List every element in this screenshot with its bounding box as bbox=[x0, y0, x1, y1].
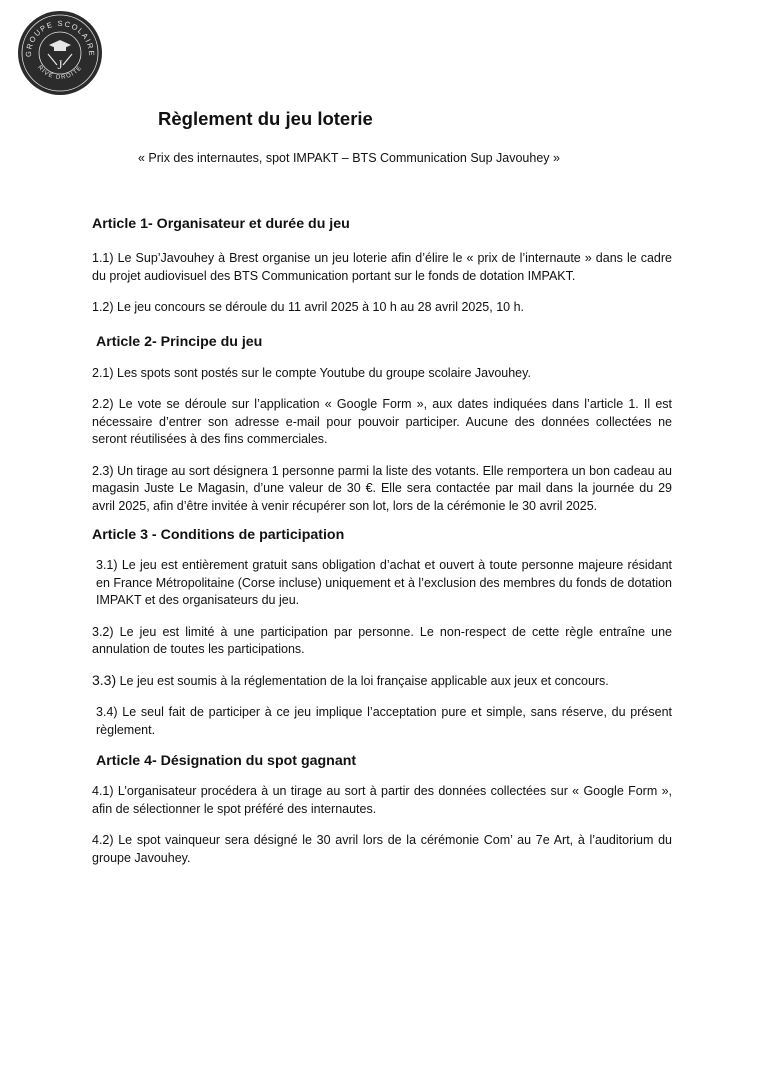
paragraph-3-3 bbox=[92, 672, 672, 691]
paragraph-2-1: 2.1) Les spots sont postés sur le compte Youtube du groupe scolaire Javouhey. bbox=[92, 365, 531, 380]
document-body bbox=[92, 216, 672, 867]
logo-letter: J bbox=[57, 57, 63, 72]
article-4-heading: Article 4- Désignation du spot gagnant bbox=[96, 753, 357, 769]
paragraph-2-2: 2.2) Le vote se déroule sur l’application « Google Form », aux dates indiquées dans l’article 1. Il est nécessaire d’entrer son adresse e-mail pour pouvoir participer. Aucune des données collectées ne seront réutilisées à des fins commerciales. bbox=[92, 397, 672, 446]
article-1-heading: Article 1- Organisateur et durée du jeu bbox=[92, 216, 350, 232]
paragraph-3-4: 3.4) Le seul fait de participer à ce jeu implique l’acceptation pure et simple, sans réserve, du présent règlement. bbox=[96, 705, 672, 737]
paragraph-1-2: 1.2) Le jeu concours se déroule du 11 avril 2025 à 10 h au 28 avril 2025, 10 h. bbox=[92, 300, 525, 314]
document-subtitle: « Prix des internautes, spot IMPAKT – BTS Communication Sup Javouhey » bbox=[138, 151, 560, 165]
paragraph-3-3-text: Le jeu est soumis à la réglementation de la loi française applicable aux jeux et concours. bbox=[119, 673, 609, 688]
paragraph-3-3-number: 3.3) bbox=[92, 671, 117, 688]
paragraph-1-1: 1.1) Le Sup’Javouhey à Brest organise un jeu loterie afin d’élire le « prix de l’internaute » dans le cadre du projet audiovisuel des BTS Communication portant sur le fonds de dotation IMPAKT. bbox=[92, 251, 672, 283]
document-title: Règlement du jeu loterie bbox=[158, 108, 373, 129]
paragraph-2-3: 2.3) Un tirage au sort désignera 1 personne parmi la liste des votants. Elle remportera un bon cadeau au magasin Juste Le Magasin, d’une valeur de 30 €. Elle sera contactée par mail dans la journée du 29 avril 2025, afin d’être invitée à venir récupérer son lot, lors de la cérémonie le 30 avril 2025. bbox=[92, 463, 672, 513]
logo-text-bottom: RIVE DROITE bbox=[36, 64, 84, 81]
paragraph-3-2: 3.2) Le jeu est limité à une participation par personne. Le non-respect de cette règle entraîne une annulation de toutes les participations. bbox=[92, 624, 672, 656]
paragraph-4-1: 4.1) L’organisateur procédera à un tirage au sort à partir des données collectées sur « Google Form », afin de sélectionner le spot préféré des internautes. bbox=[92, 784, 672, 816]
article-3-heading: Article 3 - Conditions de participation bbox=[92, 527, 345, 543]
paragraph-4-2: 4.2) Le spot vainqueur sera désigné le 30 avril lors de la cérémonie Com’ au 7e Art, à l’auditorium du groupe Javouhey. bbox=[92, 833, 672, 865]
paragraph-3-1: 3.1) Le jeu est entièrement gratuit sans obligation d’achat et ouvert à toute personne majeure résidant en France Métropolitaine (Corse incluse) uniquement et à l’exclusion des membres du fonds de dotation IMPAKT et des organisateurs du jeu. bbox=[96, 558, 673, 607]
article-2-heading: Article 2- Principe du jeu bbox=[96, 333, 263, 350]
school-logo-seal bbox=[17, 10, 103, 96]
logo-text-top: GROUPE SCOLAIRE bbox=[23, 18, 97, 58]
